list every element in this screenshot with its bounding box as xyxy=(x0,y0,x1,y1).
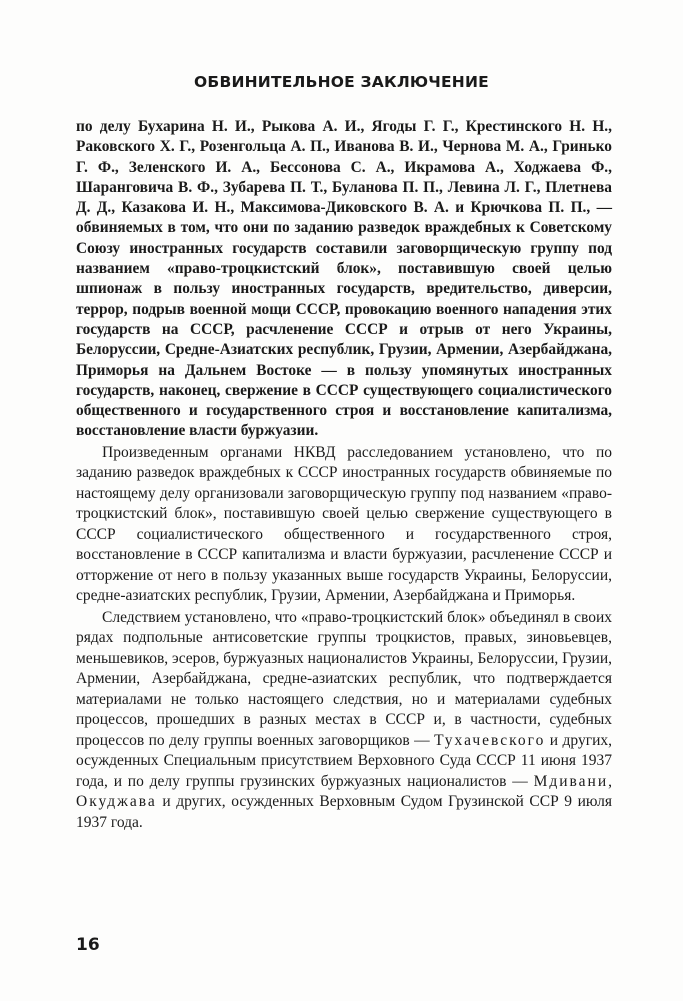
spaced-name-mdivani: Мдивани xyxy=(533,772,609,790)
findings-text-part-3: , xyxy=(608,772,612,790)
spaced-name-tukhachevsky: Тухачевского xyxy=(434,731,546,749)
findings-text-part-1: Следствием установлено, что «право-троцкистский блок» объединял в своих рядах подпольные антисоветские группы троцкистов, правых, зиновьевцев, меньшевиков, эсеров, буржуазных националистов Украины, Белоруссии, Грузии, Армении, Азербайджана, средне-азиатских республик, что подтверждается материалами не только настоящего следствия, но и материалами судебных процессов, прошедших в разных местах в СССР и, в частности, судебных процессов по делу группы военных заговорщиков — xyxy=(76,608,612,749)
investigation-paragraph: Произведенным органами НКВД расследованием установлено, что по заданию разведок враждебных к СССР иностранных государств обвиняемые по настоящему делу организовали заговорщическую группу под названием «право-троцкистский блок», поставившую своей целью свержение существующего в СССР социалистического общественного и государственного строя, восстановление в СССР капитализма и власти буржуазии, расчленение СССР и отторжение от него в пользу указанных выше государств Украины, Белоруссии, средне-азиатских республик, Грузии, Армении, Азербайджана и Приморья. xyxy=(76,443,612,605)
indictment-summary-paragraph: по делу Бухарина Н. И., Рыкова А. И., Ягоды Г. Г., Крестинского Н. Н., Раковского Х. Г., Розенгольца А. П., Иванова В. И., Чернова М. А., Гринько Г. Ф., Зеленского И. А., Бессонова С. А., Икрамова А., Ходжаева Ф., Шаранговича В. Ф., Зубарева П. Т., Буланова П. П., Левина Л. Г., Плетнева Д. Д., Казакова И. Н., Максимова-Диковского В. А. и Крючкова П. П., — обвиняемых в том, что они по заданию разведок враждебных к Советскому Союзу иностранных государств составили заговорщическую группу под названием «право-троцкистский блок», поставившую своей целью шпионаж в пользу иностранных государств, вредительство, диверсии, террор, подрыв военной мощи СССР, провокацию военного нападения этих государств на СССР, расчленение СССР и отрыв от него Украины, Белоруссии, Средне-Азиатских республик, Грузии, Армении, Азербайджана, Приморья на Дальнем Востоке — в пользу упомянутых иностранных государств, наконец, свержение в СССР существующего социалистического общественного и государственного строя и восстановление капитализма, восстановление власти буржуазии. xyxy=(76,118,612,440)
body-text xyxy=(76,117,612,833)
findings-text-part-2: и других, осужденных Специальным присутствием Верховного Суда СССР 11 июня 1937 года, и по делу группы грузинских буржуазных националистов — xyxy=(76,731,612,790)
spaced-name-okudzhava: Окуджава xyxy=(76,793,157,811)
page-number: 16 xyxy=(76,935,100,955)
findings-paragraph xyxy=(76,608,612,834)
page-title: ОБВИНИТЕЛЬНОЕ ЗАКЛЮЧЕНИЕ xyxy=(194,73,489,91)
findings-text-part-4: и других, осужденных Верховным Судом Грузинской ССР 9 июля 1937 года. xyxy=(76,793,612,831)
